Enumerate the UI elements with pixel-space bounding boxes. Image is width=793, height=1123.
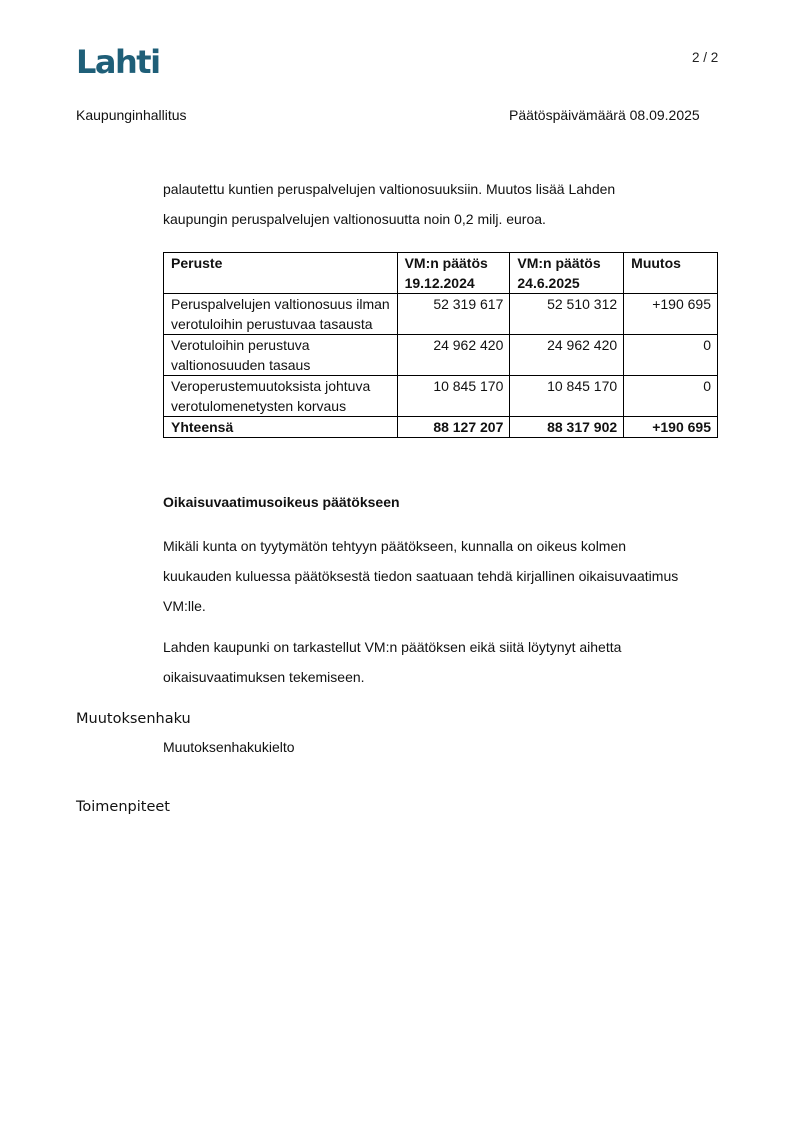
state-subsidy-table (163, 252, 718, 438)
cell-value: 24 962 420 (397, 335, 510, 376)
cell-total-change: +190 695 (624, 417, 718, 438)
intro-line: palautettu kuntien peruspalvelujen valtionosuuksiin. Muutos lisää Lahden (163, 181, 616, 197)
cell-total-value: 88 317 902 (510, 417, 624, 438)
header-muutos: Muutos (624, 253, 718, 294)
lahti-logo: Lahti (76, 43, 160, 81)
cell-peruste: Veroperustemuutoksista johtuva verotulomenetysten korvaus (164, 376, 398, 417)
table-total-row (164, 417, 718, 438)
cell-value: 24 962 420 (510, 335, 624, 376)
cell-value: 10 845 170 (397, 376, 510, 417)
paragraph-line: kuukauden kuluessa päätöksestä tiedon saatuaan tehdä kirjallinen oikaisuvaatimus (163, 568, 679, 584)
cell-change: 0 (624, 335, 718, 376)
header-decision-2024: VM:n päätös 19.12.2024 (397, 253, 510, 294)
intro-paragraph (163, 174, 615, 234)
table-row (164, 376, 718, 417)
table-row (164, 335, 718, 376)
header-decision-2025: VM:n päätös 24.6.2025 (510, 253, 624, 294)
appeal-paragraph-1 (163, 531, 678, 621)
paragraph-line: oikaisuvaatimuksen tekemiseen. (163, 669, 365, 685)
appeal-heading: Oikaisuvaatimusoikeus päätökseen (163, 494, 400, 510)
page-number: 2 / 2 (692, 50, 719, 65)
cell-total-label: Yhteensä (164, 417, 398, 438)
paragraph-line: Mikäli kunta on tyytymätön tehtyyn päätökseen, kunnalla on oikeus kolmen (163, 538, 627, 554)
paragraph-line: Lahden kaupunki on tarkastellut VM:n päätöksen eikä siitä löytynyt aihetta (163, 639, 622, 655)
toimenpiteet-label: Toimenpiteet (76, 799, 170, 815)
cell-peruste: Verotuloihin perustuva valtionosuuden tasaus (164, 335, 398, 376)
cell-peruste: Peruspalvelujen valtionosuus ilman verotuloihin perustuvaa tasausta (164, 294, 398, 335)
decision-date: Päätöspäivämäärä 08.09.2025 (509, 107, 700, 123)
table-row (164, 294, 718, 335)
intro-line: kaupungin peruspalvelujen valtionosuutta noin 0,2 milj. euroa. (163, 211, 546, 227)
cell-value: 52 319 617 (397, 294, 510, 335)
header-peruste: Peruste (164, 253, 398, 294)
table-header-row (164, 253, 718, 294)
muutoksenhaku-label: Muutoksenhaku (76, 711, 191, 727)
organization-name: Kaupunginhallitus (76, 107, 187, 123)
paragraph-line: VM:lle. (163, 598, 206, 614)
cell-value: 52 510 312 (510, 294, 624, 335)
cell-change: +190 695 (624, 294, 718, 335)
cell-value: 10 845 170 (510, 376, 624, 417)
appeal-paragraph-2 (163, 632, 621, 692)
cell-total-value: 88 127 207 (397, 417, 510, 438)
muutoksenhaku-text: Muutoksenhakukielto (163, 739, 295, 755)
cell-change: 0 (624, 376, 718, 417)
